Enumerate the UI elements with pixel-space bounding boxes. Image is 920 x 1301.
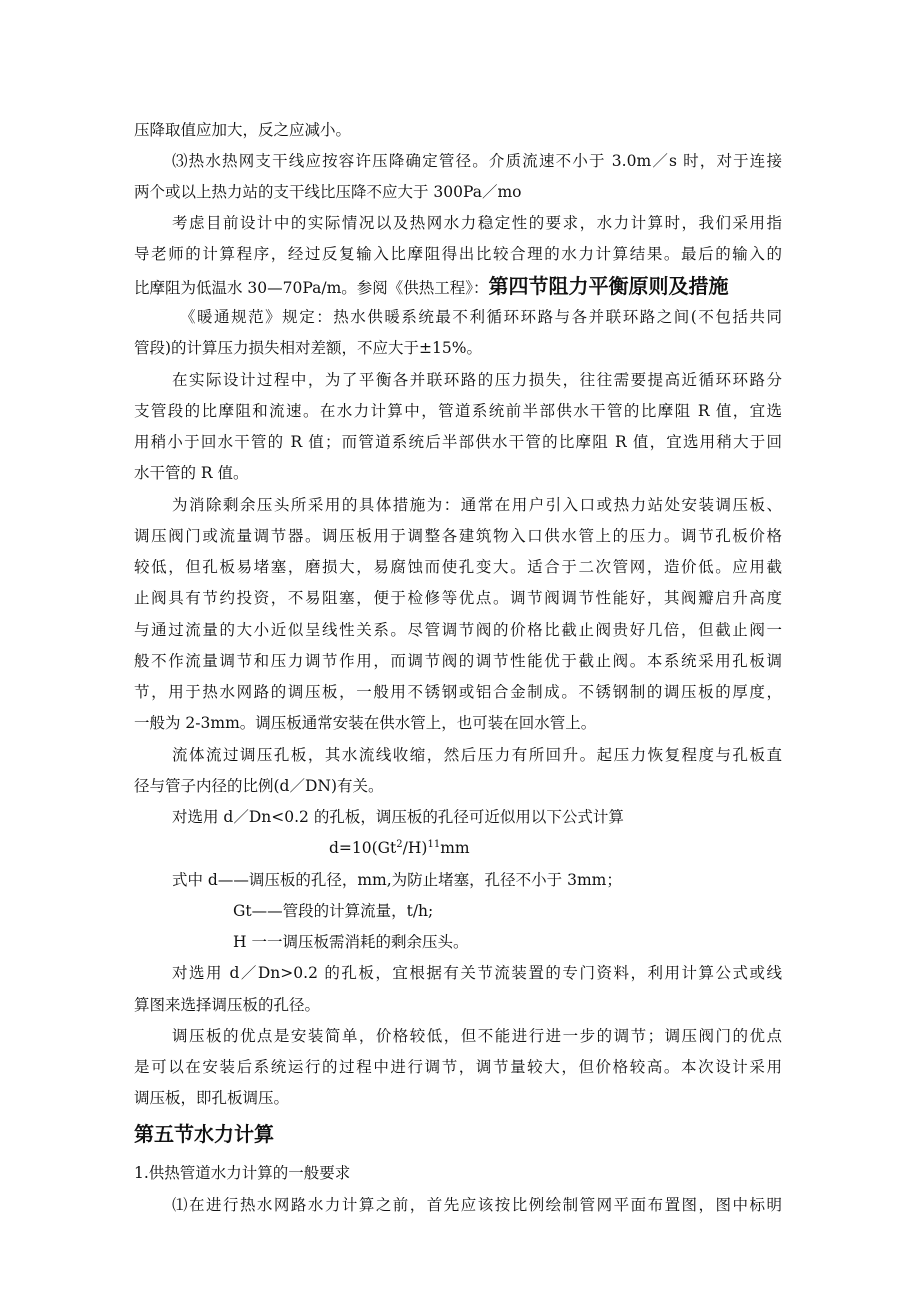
text-line: 流体流过调压孔板，其水流线收缩，然后压力有所回升。起压力恢复程度与孔板直 (172, 746, 782, 764)
section-heading-4: 第四节阻力平衡原则及措施 (488, 274, 729, 298)
text-line: 两个或以上热力站的支干线比压降不应大于 300Pa／mo (134, 183, 522, 201)
text-line: ⑴在进行热水网路水力计算之前，首先应该按比例绘制管网平面布置图，图中标明 (172, 1196, 782, 1214)
text-line: 用稍小于回水干管的 R 值；而管道系统后半部供水干管的比摩阻 R 值，宜选用稍大于回 (134, 433, 782, 451)
formula (329, 838, 920, 860)
text-line: 是可以在安装后系统运行的过程中进行调节，调节量较大，但价格较高。本次设计采用 (134, 1058, 782, 1076)
text-line: 为消除剩余压头所采用的具体措施为：通常在用户引入口或热力站处安装调压板、 (172, 496, 782, 514)
formula-exponent: 2 (396, 838, 403, 850)
text-line: 在实际设计过程中，为了平衡各并联环路的压力损失，往往需要提高近循环环路分 (172, 371, 782, 389)
text-line: 对选用 d／Dn>0.2 的孔板，宜根据有关节流装置的专门资料，利用计算公式或线 (172, 964, 782, 982)
text-line: 调压板，即孔板调压。 (134, 1089, 290, 1107)
text-line: 径与管子内径的比例(d／DN)有关。 (134, 777, 384, 795)
text-line: ⑶热水热网支干线应按容许压降确定管径。介质流速不小于 3.0m／s 时，对于连接 (172, 152, 782, 170)
text-line: 管段)的计算压力损失相对差额，不应大于±15%。 (134, 339, 482, 357)
text-line: 与通过流量的大小近似呈线性关系。尽管调节阀的价格比截止阀贵好几倍，但截止阀一 (134, 621, 782, 639)
formula-part: d=10(Gt (329, 839, 397, 857)
text-line: 一般为 2-3mm。调压板通常安装在供水管上，也可装在回水管上。 (134, 714, 597, 732)
section-heading-5: 第五节水力计算 (134, 1122, 274, 1146)
text-line: 式中 d——调压板的孔径，mm,为防止堵塞，孔径不小于 3mm； (172, 871, 622, 889)
text-line: 考虑目前设计中的实际情况以及热网水力稳定性的要求，水力计算时，我们采用指 (172, 214, 782, 232)
text-line: 支管段的比摩阻和流速。在水力计算中，管道系统前半部供水干管的比摩阻 R 值，宜选 (134, 402, 782, 420)
text-line: 算图来选择调压板的孔径。 (134, 996, 321, 1014)
formula-part: /H) (402, 839, 428, 857)
text-line: 压降取值应加大，反之应减小。 (134, 121, 352, 139)
text-line: 调压阀门或流量调节器。调压板用于调整各建筑物入口供水管上的压力。调节孔板价格 (134, 527, 782, 545)
text-line: 调压板的优点是安装简单，价格较低，但不能进行进一步的调节；调压阀门的优点 (172, 1027, 782, 1045)
text-line: 1.供热管道水力计算的一般要求 (134, 1164, 351, 1182)
text-line: Gt——管段的计算流量，t/h; (233, 902, 434, 920)
text-line: 对选用 d／Dn<0.2 的孔板，调压板的孔径可近似用以下公式计算 (172, 808, 624, 826)
text-line: 节，用于热水网路的调压板，一般用不锈钢或铝合金制成。不锈钢制的调压板的厚度， (134, 683, 782, 701)
formula-part: mm (440, 839, 470, 857)
text-line: H 一一调压板需消耗的剩余压头。 (233, 933, 469, 951)
text-line: 导老师的计算程序，经过反复输入比摩阻得出比较合理的水力计算结果。最后的输入的 (134, 245, 782, 263)
text-fragment: 比摩阻为低温水 30—70Pa/m。参阅《供热工程》： (134, 279, 489, 297)
text-line: 水干管的 R 值。 (134, 464, 249, 482)
text-line: 般不作流量调节和压力调节作用，而调节阀的调节性能优于截止阀。本系统采用孔板调 (134, 652, 782, 670)
text-line: 较低，但孔板易堵塞，磨损大，易腐蚀而使孔变大。适合于二次管网，造价低。应用截 (134, 558, 782, 576)
text-line (134, 276, 794, 298)
text-line: 《暖通规范》规定：热水供暖系统最不利循环环路与各并联环路之间(不包括共同 (180, 308, 782, 326)
formula-exponent: 11 (427, 838, 441, 850)
text-line: 止阀具有节约投资，不易阻塞，便于检修等优点。调节阀调节性能好，其阀瓣启升高度 (134, 589, 782, 607)
